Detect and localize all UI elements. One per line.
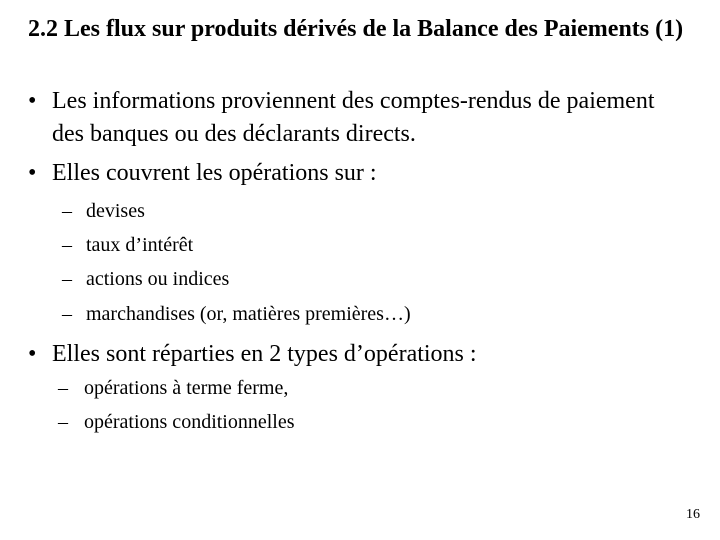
bullet-text: Les informations proviennent des comptes-rendus de paiement des banques ou des déclarants directs. <box>52 88 655 147</box>
sub-item <box>58 376 678 400</box>
slide-title: 2.2 Les flux sur produits dérivés de la Balance des Paiements (1) <box>28 16 684 42</box>
bullet-item <box>28 85 688 151</box>
sub-item-text: actions ou indices <box>86 268 230 290</box>
dash-mark: – <box>58 411 68 433</box>
sub-item <box>62 199 682 223</box>
sub-item-text: opérations conditionnelles <box>84 411 295 433</box>
sub-item <box>62 233 682 257</box>
dash-mark: – <box>62 234 72 256</box>
sub-item <box>62 302 682 326</box>
bullet-item <box>28 338 688 371</box>
sub-item <box>62 267 682 291</box>
bullet-mark: • <box>28 88 37 114</box>
dash-mark: – <box>62 268 72 290</box>
bullet-mark: • <box>28 341 37 367</box>
sub-item-text: devises <box>86 200 145 222</box>
dash-mark: – <box>62 200 72 222</box>
sub-item-text: opérations à terme ferme, <box>84 377 289 399</box>
dash-mark: – <box>62 303 72 325</box>
sub-item-text: taux d’intérêt <box>86 234 194 256</box>
sub-item <box>58 410 678 434</box>
page-number: 16 <box>686 507 700 522</box>
bullet-text: Elles sont réparties en 2 types d’opérations : <box>52 341 477 367</box>
bullet-mark: • <box>28 160 37 186</box>
sub-item-text: marchandises (or, matières premières…) <box>86 303 411 325</box>
bullet-item <box>28 157 688 190</box>
dash-mark: – <box>58 377 68 399</box>
bullet-text: Elles couvrent les opérations sur : <box>52 160 377 186</box>
